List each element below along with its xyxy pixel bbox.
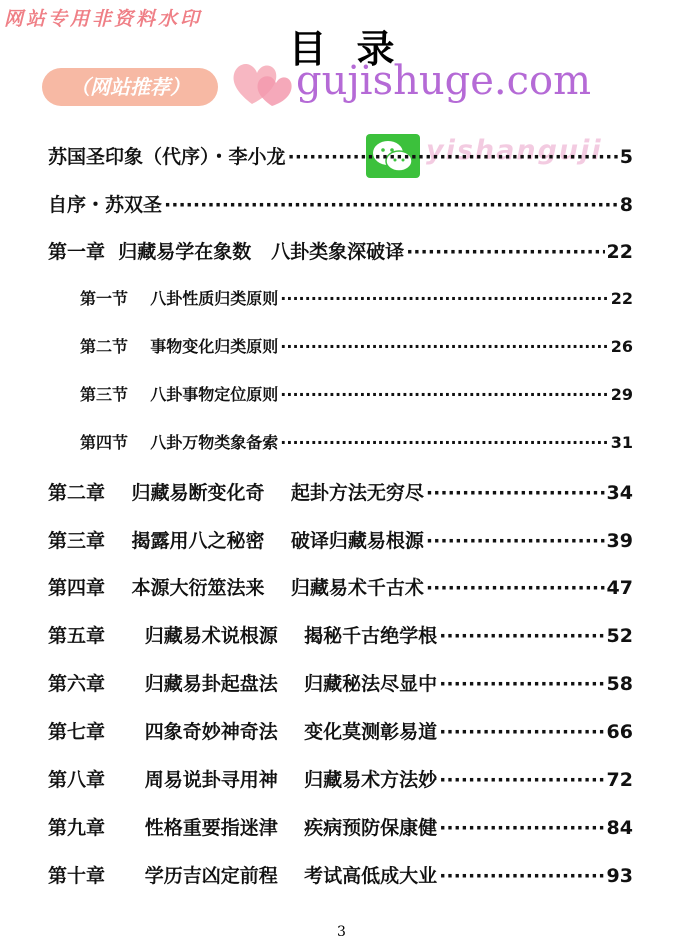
toc-entry-page: 72 <box>606 769 633 791</box>
toc-entry-page: 8 <box>619 194 633 216</box>
toc-entry <box>48 478 633 505</box>
site-domain-watermark: gujishuge.com <box>296 58 592 104</box>
toc-dot-leader <box>439 721 604 743</box>
toc-dot-leader <box>288 146 618 168</box>
toc-entry-title: 第七章 四象奇妙神奇法 变化莫测彰易道 <box>48 721 438 743</box>
toc-entry-title: 第四节 八卦万物类象备索 <box>80 433 279 452</box>
toc-entry-title: 自序・苏双圣 <box>48 194 163 216</box>
toc-entry <box>48 765 633 792</box>
toc-entry <box>48 526 633 553</box>
toc-entry-page: 84 <box>606 817 633 839</box>
toc-entry-title: 苏国圣印象（代序）・李小龙 <box>48 146 286 168</box>
toc-entry-page: 26 <box>610 337 633 356</box>
toc-entry-page: 22 <box>606 241 633 263</box>
toc-entry-page: 31 <box>610 433 633 452</box>
toc-entry-title: 第九章 性格重要指迷津 疾病预防保康健 <box>48 817 438 839</box>
toc-entry-title: 第三章 揭露用八之秘密 破译归藏易根源 <box>48 530 424 552</box>
toc-entry-page: 22 <box>610 289 633 308</box>
toc-entry <box>48 621 633 648</box>
wechat-handle-watermark: yishanguji <box>426 135 603 166</box>
toc-dot-leader <box>439 625 604 647</box>
toc-entry <box>80 286 633 309</box>
toc-entry <box>48 861 633 888</box>
toc-entry <box>48 237 633 264</box>
toc-entry-title: 第十章 学历吉凶定前程 考试高低成大业 <box>48 865 438 887</box>
toc-dot-leader <box>439 673 604 695</box>
toc-dot-leader <box>280 433 608 452</box>
toc-entry-title: 第八章 周易说卦寻用神 归藏易术方法妙 <box>48 769 438 791</box>
toc-entry <box>48 573 633 600</box>
toc-entry-page: 39 <box>606 530 633 552</box>
toc-dot-leader <box>426 482 605 504</box>
toc-entry-page: 47 <box>606 577 633 599</box>
toc-entry-title: 第一节 八卦性质归类原则 <box>80 289 279 308</box>
toc-entry-title: 第四章 本源大衍筮法来 归藏易术千古术 <box>48 577 424 599</box>
toc-entry <box>48 717 633 744</box>
toc-entry-page: 66 <box>606 721 633 743</box>
toc-dot-leader <box>280 289 608 308</box>
toc-dot-leader <box>280 337 608 356</box>
toc-entry <box>80 382 633 405</box>
watermark-text: 网站专用非资料水印 <box>4 8 203 30</box>
recommend-badge: （网站推荐） <box>42 68 218 106</box>
hearts-icon <box>232 54 294 110</box>
page-title: 目录 <box>288 27 425 71</box>
toc-entry <box>48 190 633 217</box>
toc-dot-leader <box>439 769 604 791</box>
toc-entry-title: 第二章 归藏易断变化奇 起卦方法无穷尽 <box>48 482 424 504</box>
toc-entry-page: 5 <box>619 146 633 168</box>
toc-dot-leader <box>426 577 605 599</box>
toc-entry-page: 93 <box>606 865 633 887</box>
toc-entry-title: 第一章 归藏易学在象数 八卦类象深破译 <box>48 241 405 263</box>
toc-dot-leader <box>164 194 618 216</box>
page-number: 3 <box>337 924 346 940</box>
toc-entry-page: 34 <box>606 482 633 504</box>
toc-entry-title: 第三节 八卦事物定位原则 <box>80 385 279 404</box>
toc-entry <box>80 334 633 357</box>
toc-entry <box>48 669 633 696</box>
toc-dot-leader <box>406 241 604 263</box>
toc-entry-page: 29 <box>610 385 633 404</box>
toc-entry <box>48 813 633 840</box>
toc-dot-leader <box>426 530 605 552</box>
toc-entry <box>48 142 633 169</box>
toc-dot-leader <box>280 385 608 404</box>
toc-dot-leader <box>439 817 604 839</box>
toc-entry-title: 第六章 归藏易卦起盘法 归藏秘法尽显中 <box>48 673 438 695</box>
toc-entry-page: 58 <box>606 673 633 695</box>
toc-entry-page: 52 <box>606 625 633 647</box>
toc-entry <box>80 430 633 453</box>
toc-dot-leader <box>439 865 604 887</box>
toc-entry-title: 第二节 事物变化归类原则 <box>80 337 279 356</box>
toc-entry-title: 第五章 归藏易术说根源 揭秘千古绝学根 <box>48 625 438 647</box>
